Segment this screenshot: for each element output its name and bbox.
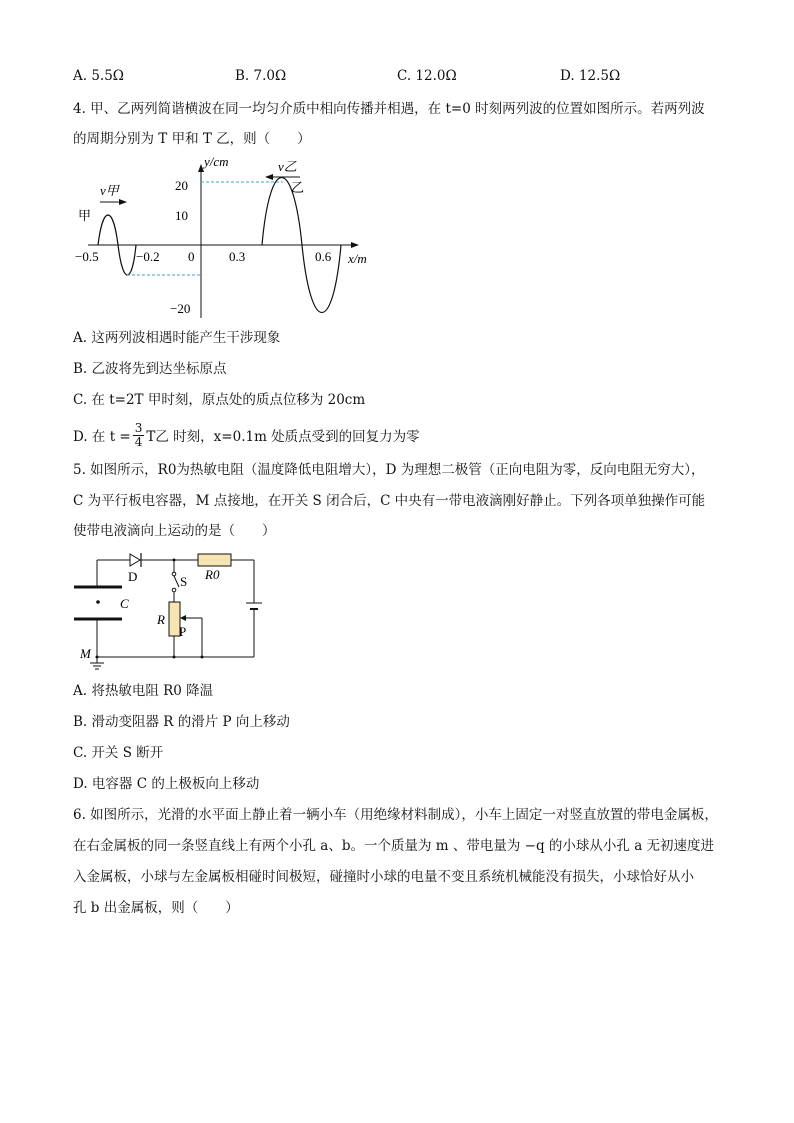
q4-option-d (73, 418, 420, 452)
q4-option-d-prefix: D. 在 t = (73, 429, 131, 445)
q4-stem-line1: 4. 甲、乙两列简谐横波在同一均匀介质中相向传播并相遇，在 t=0 时刻两列波的位置如图所示。若两列波 (73, 101, 705, 117)
y-tick-neg20: −20 (170, 301, 191, 316)
wave-figure (70, 150, 390, 325)
slider-p-arrow (180, 615, 186, 621)
switch-s (174, 576, 179, 587)
q4-stem-line2: 的周期分别为 T 甲和 T 乙，则（ ） (73, 131, 311, 147)
v-yi-label: v乙 (278, 159, 297, 174)
thermistor-r0 (198, 554, 231, 566)
x-axis-label: x/m (348, 251, 367, 266)
wave-jia-label: 甲 (78, 208, 92, 223)
q6-stem-line3: 入金属板，小球与左金属板相碰时间极短，碰撞时小球的电量不变且系统机械能没有损失，小球恰好从小 (73, 869, 694, 885)
label-s: S (180, 574, 188, 589)
y-tick-10: 10 (175, 208, 188, 223)
wave-yi-label: 乙 (291, 180, 305, 195)
q5-option-a: A. 将热敏电阻 R0 降温 (73, 683, 214, 699)
q5-stem-line3: 使带电液滴向上运动的是（ ） (73, 523, 276, 539)
label-p: P (179, 624, 187, 639)
q5-stem-line1: 5. 如图所示，R0为热敏电阻（温度降低电阻增大），D 为理想二极管（正向电阻为零，反向电阻无穷大）， (73, 462, 705, 478)
x-tick-neg05: −0.5 (75, 249, 99, 264)
charged-droplet (96, 600, 100, 604)
q4-option-b: B. 乙波将先到达坐标原点 (73, 361, 227, 377)
fraction-numerator: 3 (134, 420, 143, 435)
circuit-figure (70, 545, 270, 675)
q5-option-c: C. 开关 S 断开 (73, 745, 164, 761)
x-tick-06: 0.6 (315, 249, 332, 264)
label-m: M (80, 646, 91, 661)
label-r0: R0 (205, 567, 220, 582)
y-tick-20: 20 (175, 178, 188, 193)
x-tick-neg02: −0.2 (136, 249, 160, 264)
q6-stem-line1: 6. 如图所示，光滑的水平面上静止着一辆小车（用绝缘材料制成），小车上固定一对竖直放置的带电金属板， (73, 807, 718, 823)
fraction-denominator: 4 (134, 434, 143, 449)
q5-option-d: D. 电容器 C 的上极板向上移动 (73, 776, 260, 792)
label-r: R (157, 612, 165, 627)
q4-option-d-suffix: T乙 时刻，x=0.1m 处质点受到的回复力为零 (146, 429, 420, 445)
x-tick-03: 0.3 (229, 249, 246, 264)
q6-stem-line2: 在右金属板的同一条竖直线上有两个小孔 a、b。一个质量为 m 、带电量为 −q 的小球从小孔 a 无初速度进 (73, 838, 715, 854)
switch-contact-top (172, 572, 176, 576)
label-d: D (128, 569, 138, 584)
switch-contact-bottom (172, 588, 176, 592)
q3-option-a: A. 5.5Ω (73, 68, 124, 84)
q5-option-b: B. 滑动变阻器 R 的滑片 P 向上移动 (73, 714, 290, 730)
q4-option-a: A. 这两列波相遇时能产生干涉现象 (73, 330, 281, 346)
q5-stem-line2: C 为平行板电容器，M 点接地，在开关 S 闭合后，C 中央有一带电液滴刚好静止。下列各项单独操作可能 (73, 493, 706, 509)
q3-option-d: D. 12.5Ω (560, 68, 621, 84)
q4-option-c: C. 在 t=2T 甲时刻，原点处的质点位移为 20cm (73, 392, 366, 408)
q3-option-c: C. 12.0Ω (397, 68, 457, 84)
fraction (133, 422, 145, 449)
x-tick-0: 0 (188, 249, 195, 264)
y-axis-label: y/cm (204, 154, 229, 169)
q3-option-b: B. 7.0Ω (235, 68, 287, 84)
label-c: C (120, 596, 129, 611)
v-jia-label: v甲 (100, 183, 119, 198)
q6-stem-line4: 孔 b 出金属板，则（ ） (73, 900, 239, 916)
diode-symbol (130, 554, 140, 566)
